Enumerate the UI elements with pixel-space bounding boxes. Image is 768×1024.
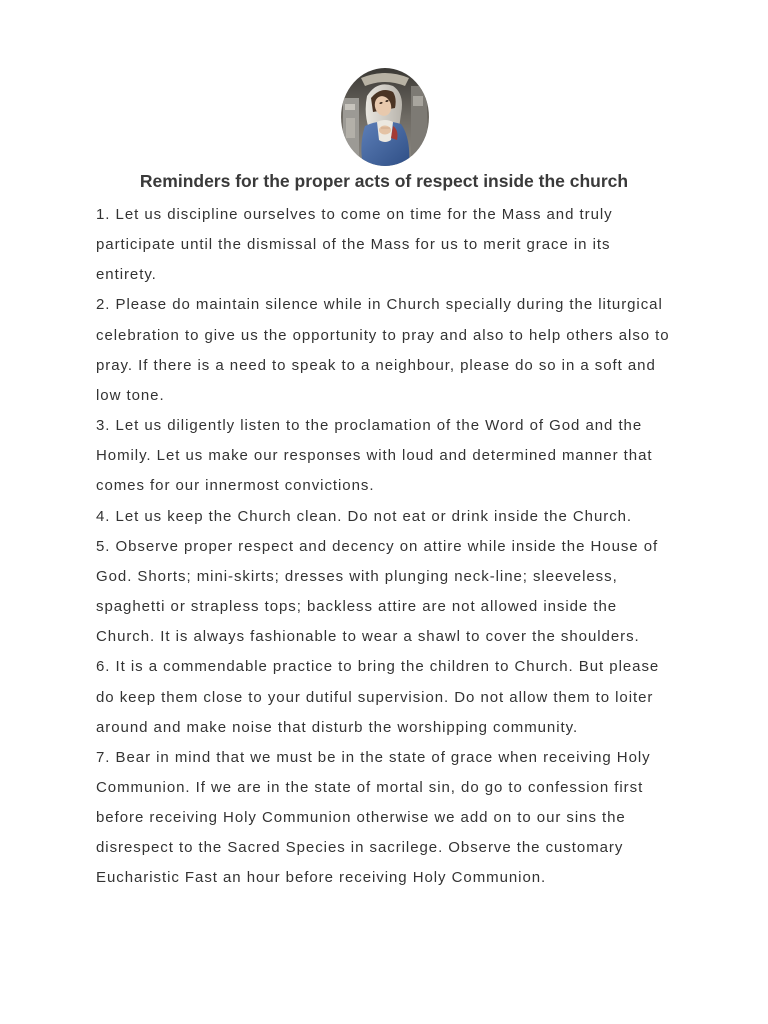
body-line: 4. Let us keep the Church clean. Do not eat or drink inside the Church.: [96, 507, 633, 525]
body-line: God. Shorts; mini-skirts; dresses with plunging neck-line; sleeveless,: [96, 567, 618, 585]
body-line: around and make noise that disturb the worshipping community.: [96, 718, 579, 736]
body-line: low tone.: [96, 386, 165, 404]
body-line: participate until the dismissal of the Mass for us to merit grace in its: [96, 236, 611, 254]
body-line: before receiving Holy Communion otherwise we add on to our sins the: [96, 809, 626, 827]
body-line: 7. Bear in mind that we must be in the state of grace when receiving Holy: [96, 748, 651, 766]
marian-portrait-image: [341, 68, 429, 166]
body-line: Church. It is always fashionable to wear a shawl to cover the shoulders.: [96, 628, 640, 646]
body-line: 6. It is a commendable practice to bring the children to Church. But please: [96, 658, 660, 676]
body-line: comes for our innermost convictions.: [96, 477, 375, 495]
portrait-illustration: [341, 68, 429, 166]
body-line: entirety.: [96, 266, 157, 284]
document-body: [96, 200, 716, 894]
body-line: Eucharistic Fast an hour before receiving Holy Communion.: [96, 869, 547, 887]
body-line: 3. Let us diligently listen to the proclamation of the Word of God and the: [96, 417, 643, 435]
body-line: celebration to give us the opportunity to pray and also to help others also to: [96, 326, 670, 344]
body-line: spaghetti or strapless tops; backless attire are not allowed inside the: [96, 598, 618, 616]
body-line: do keep them close to your dutiful supervision. Do not allow them to loiter: [96, 688, 654, 706]
body-line: 5. Observe proper respect and decency on attire while inside the House of: [96, 537, 659, 555]
body-line: disrespect to the Sacred Species in sacrilege. Observe the customary: [96, 839, 624, 857]
body-line: pray. If there is a need to speak to a neighbour, please do so in a soft and: [96, 356, 656, 374]
body-line: Communion. If we are in the state of mortal sin, do go to confession first: [96, 778, 644, 796]
body-line: 2. Please do maintain silence while in Church specially during the liturgical: [96, 296, 663, 314]
body-line: 1. Let us discipline ourselves to come on time for the Mass and truly: [96, 206, 613, 223]
document-title: Reminders for the proper acts of respect inside the church: [139, 171, 629, 191]
body-line: Homily. Let us make our responses with loud and determined manner that: [96, 447, 653, 465]
